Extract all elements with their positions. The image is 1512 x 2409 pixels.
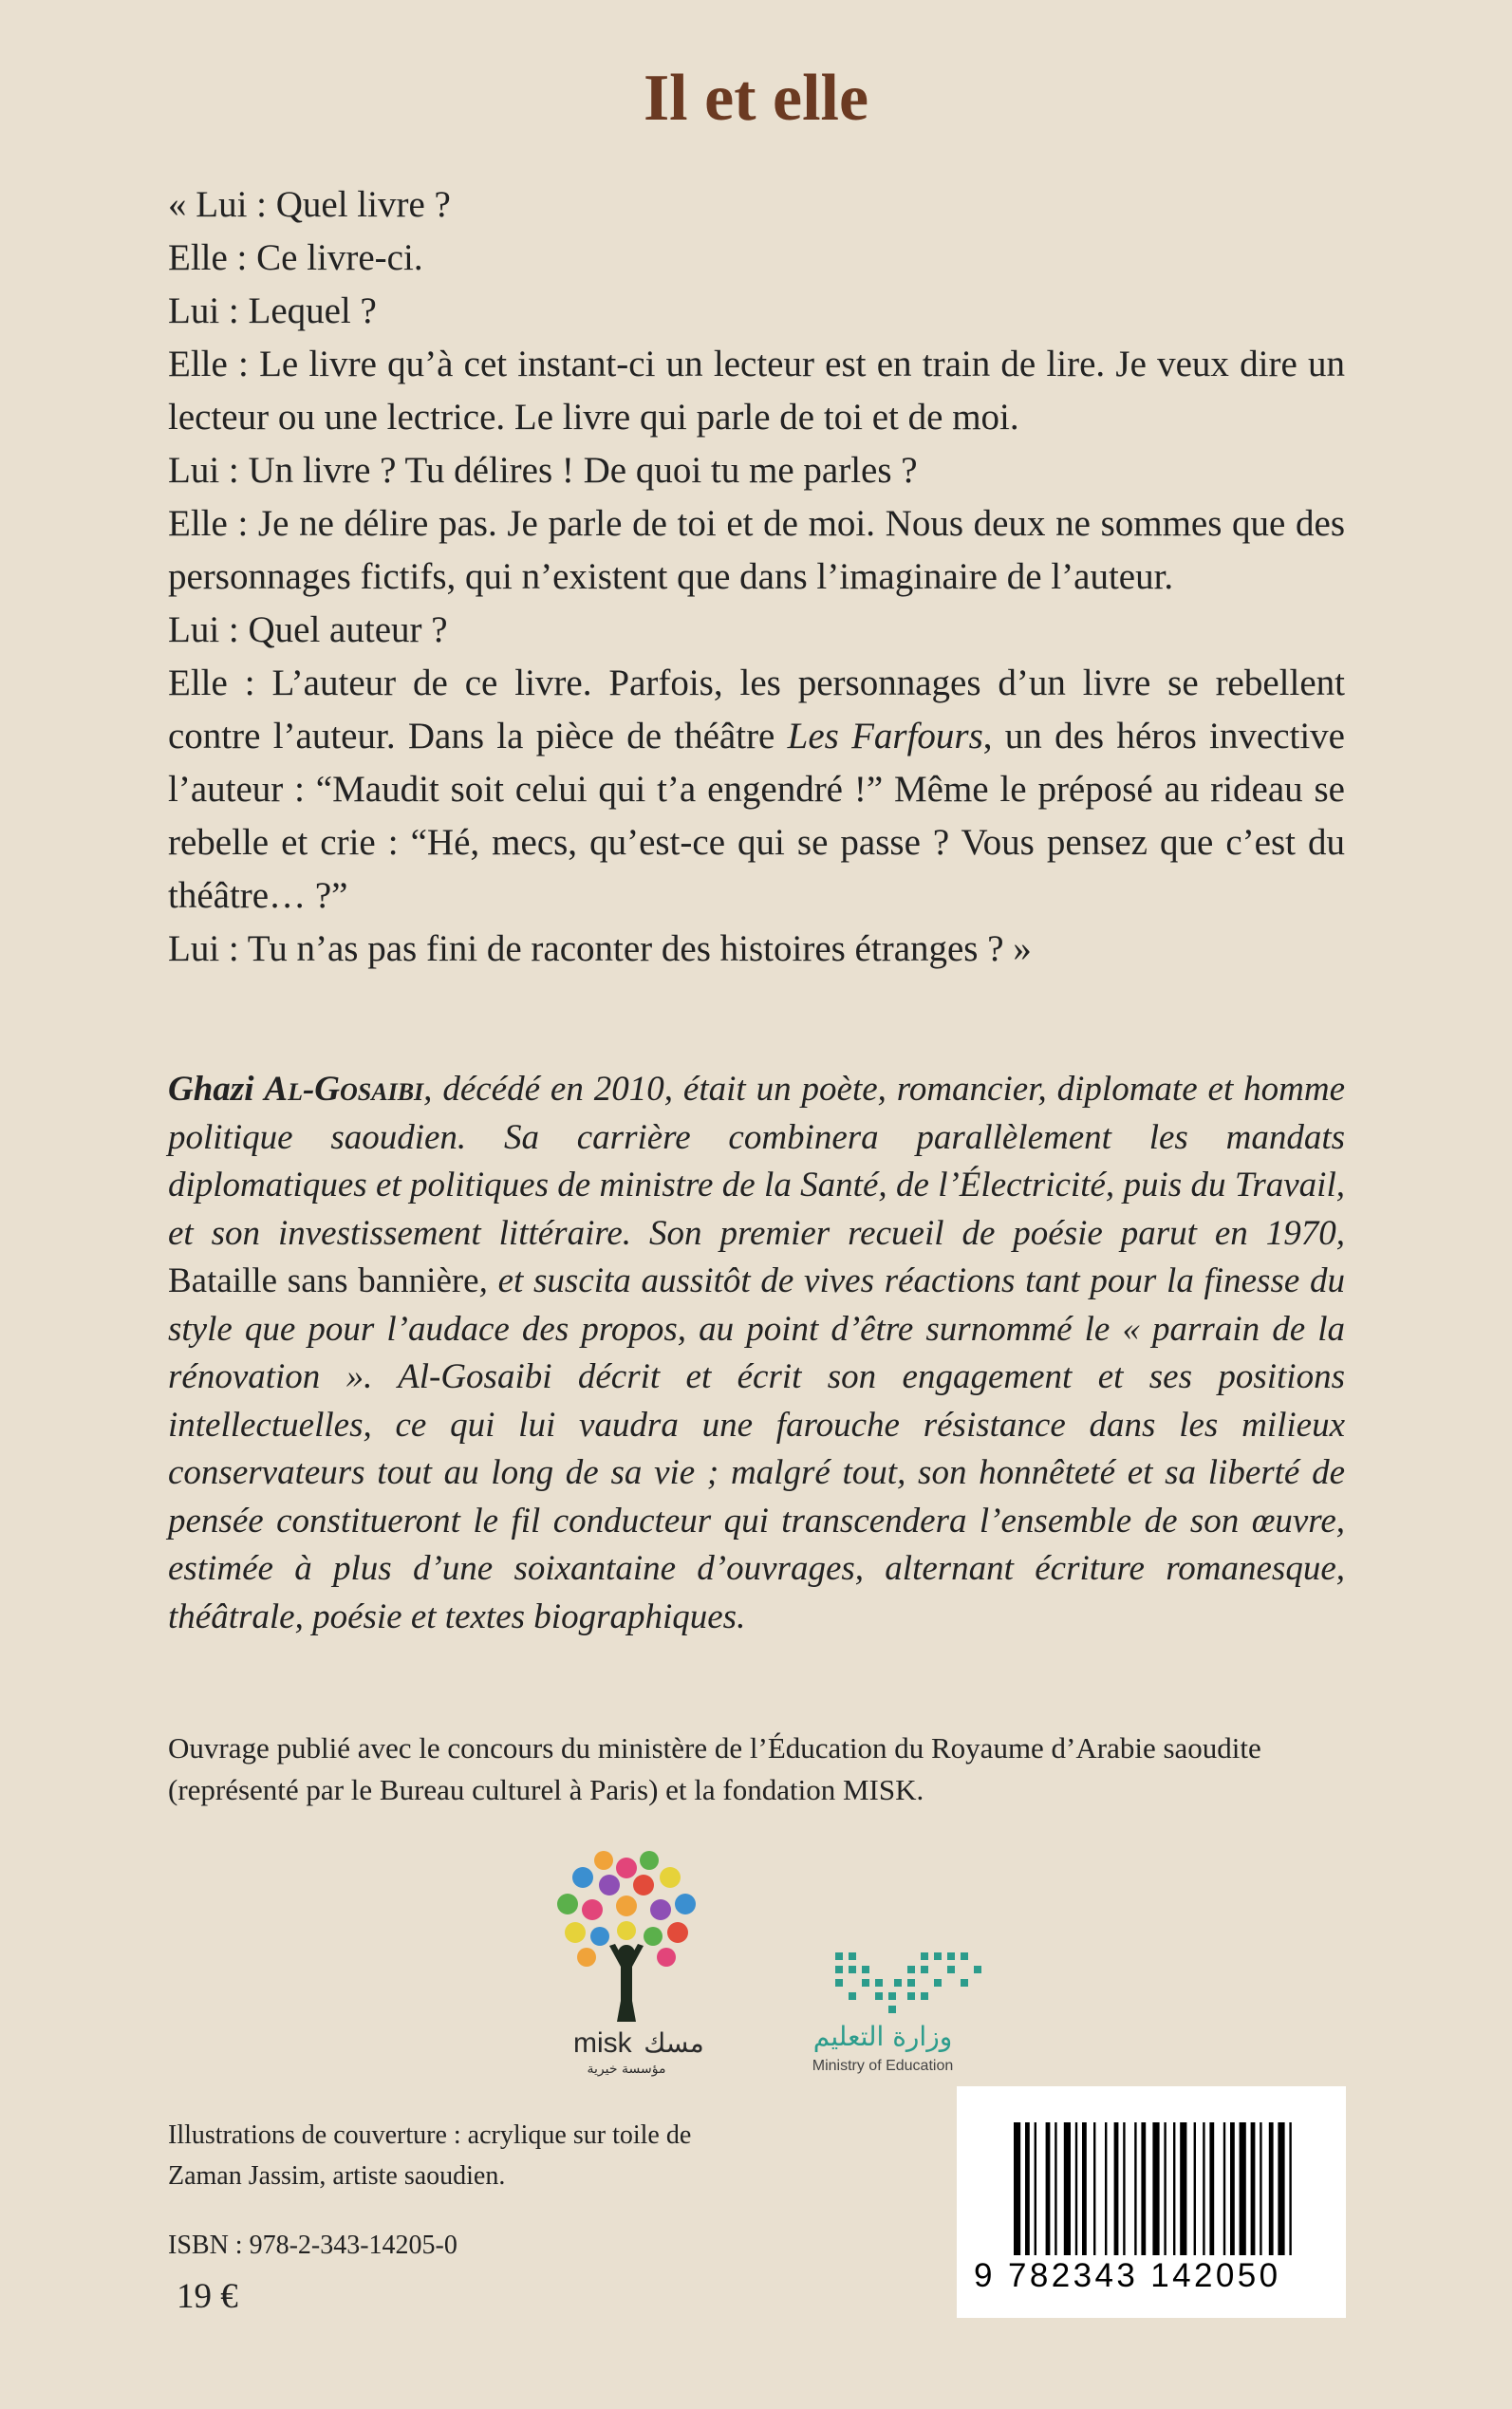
dialogue-line: Lui : Quel auteur ?: [168, 609, 448, 650]
dialogue-excerpt: [168, 178, 1345, 976]
barcode-bar: [1123, 2122, 1125, 2255]
dialogue-line: « Lui : Quel livre ?: [168, 184, 451, 225]
barcode-bar: [1105, 2122, 1107, 2255]
barcode-digits: 9 782343 142050: [974, 2257, 1281, 2294]
barcode-bar: [1152, 2122, 1159, 2255]
barcode-bar: [1046, 2122, 1051, 2255]
bio-text: , et suscita aussitôt de vives réactions tant pour la finesse du style que pour l’audace des propos, au point d’être surnommé le « parrain de la rénovation ». Al-Gosaibi décrit et écrit son engagement et ses positions intellectuelles, ce qui lui vaudra une farouche résistance dans les milieux conservateurs tout au long de sa vie ; malgré tout, son honnêteté et sa liberté de pensée constitueront le fil conducteur qui transcendera l’ensemble de son œuvre, estimée à plus d’une soixantaine d’ouvrages, alternant écriture romanesque, théâtrale, poésie et textes biographiques.: [168, 1261, 1345, 1636]
author-first-name: Ghazi: [168, 1070, 254, 1109]
barcode-bar: [1278, 2122, 1284, 2255]
barcode-icon: [1014, 2122, 1298, 2265]
isbn: ISBN : 978-2-343-14205-0: [168, 2231, 457, 2260]
barcode-bar: [1194, 2122, 1196, 2255]
moe-english-label: Ministry of Education: [812, 2058, 954, 2074]
barcode-bar: [1075, 2122, 1077, 2255]
barcode-panel: [957, 2086, 1346, 2318]
play-title: Les Farfours: [787, 716, 983, 756]
barcode-bar: [1209, 2122, 1214, 2255]
ministry-education-logo: [750, 1951, 1016, 2074]
barcode-bar: [1141, 2122, 1146, 2255]
dialogue-line: [168, 657, 1345, 923]
barcode-bar: [1289, 2122, 1291, 2255]
barcode-bar: [1035, 2122, 1036, 2255]
barcode-bar: [1269, 2122, 1274, 2255]
figure-icon: [609, 1944, 644, 2022]
barcode-bar: [1134, 2122, 1136, 2255]
dialogue-line: Elle : Je ne délire pas. Je parle de toi et de moi. Nous deux ne sommes que des personnages fictifs, qui n’existent que dans l’imaginaire de l’auteur.: [168, 503, 1345, 597]
barcode-bar: [1082, 2122, 1087, 2255]
cover-credits: Illustrations de couverture : acrylique sur toile de Zaman Jassim, artiste saoudien.: [168, 2120, 692, 2191]
support-notice: Ouvrage publié avec le concours du ministère de l’Éducation du Royaume d’Arabie saoudite (représenté par le Bureau culturel à Paris) et la fondation MISK.: [168, 1731, 1261, 1806]
author-biography: [168, 1066, 1345, 1641]
misk-arabic-label: مسك: [644, 2027, 704, 2059]
barcode-bar: [1203, 2122, 1204, 2255]
book-title: Il et elle: [643, 62, 869, 135]
dialogue-text: , un des héros invective l’auteur : “Maudit soit celui qui t’a engendré !” Même le préposé au rideau se rebelle et crie : “Hé, mecs, qu’est-ce qui se passe ? Vous pensez que c’est du théâtre… ?”: [168, 716, 1345, 916]
author-last-name: Al-Gosaibi: [264, 1070, 424, 1109]
barcode-bar: [1093, 2122, 1095, 2255]
price: 19 €: [177, 2277, 238, 2316]
barcode-bar: [1055, 2122, 1056, 2255]
dialogue-line: Lui : Lequel ?: [168, 290, 377, 331]
dialogue-line: Lui : Un livre ? Tu délires ! De quoi tu me parles ?: [168, 450, 918, 491]
barcode-bar: [1064, 2122, 1071, 2255]
dialogue-line: Elle : Le livre qu’à cet instant-ci un lecteur est en train de lire. Je veux dire un lecteur ou une lectrice. Le livre qui parle de toi et de moi.: [168, 344, 1345, 438]
barcode-bar: [1260, 2122, 1261, 2255]
barcode-bar: [1180, 2122, 1186, 2255]
barcode-bar: [1251, 2122, 1256, 2255]
dialogue-line: Elle : Ce livre-ci.: [168, 237, 423, 278]
barcode-bar: [1014, 2122, 1020, 2255]
barcode-bar: [1164, 2122, 1166, 2255]
misk-latin-label: misk: [573, 2027, 632, 2059]
misk-logo: [541, 1832, 712, 2079]
barcode-bar: [1173, 2122, 1175, 2255]
barcode-bar: [1240, 2122, 1246, 2255]
moe-arabic-label: وزارة التعليم: [812, 2021, 953, 2052]
barcode-bar: [1223, 2122, 1225, 2255]
bio-text: , décédé en 2010, était un poète, romancier, diplomate et homme politique saoudien. Sa carrière combinera parallèlement les mandats diplomatiques et politiques de ministre de la Santé, de l’Électricité, puis du Travail, et son investissement littéraire. Son premier recueil de poésie parut en 1970,: [168, 1070, 1346, 1253]
moe-dots-icon: [835, 1952, 981, 2013]
poetry-collection-title: Bataille sans bannière: [168, 1261, 479, 1300]
misk-subtitle: مؤسسة خيرية: [587, 2062, 666, 2077]
dialogue-text: Elle : L’auteur de ce livre. Parfois, les personnages d’un livre se rebellent contre l’auteur. Dans la pièce de théâtre: [168, 663, 1345, 756]
dialogue-line: Lui : Tu n’as pas fini de raconter des histoires étranges ? »: [168, 928, 1032, 969]
barcode-bar: [1114, 2122, 1119, 2255]
barcode-bar: [1230, 2122, 1235, 2255]
barcode-bar: [1025, 2122, 1030, 2255]
